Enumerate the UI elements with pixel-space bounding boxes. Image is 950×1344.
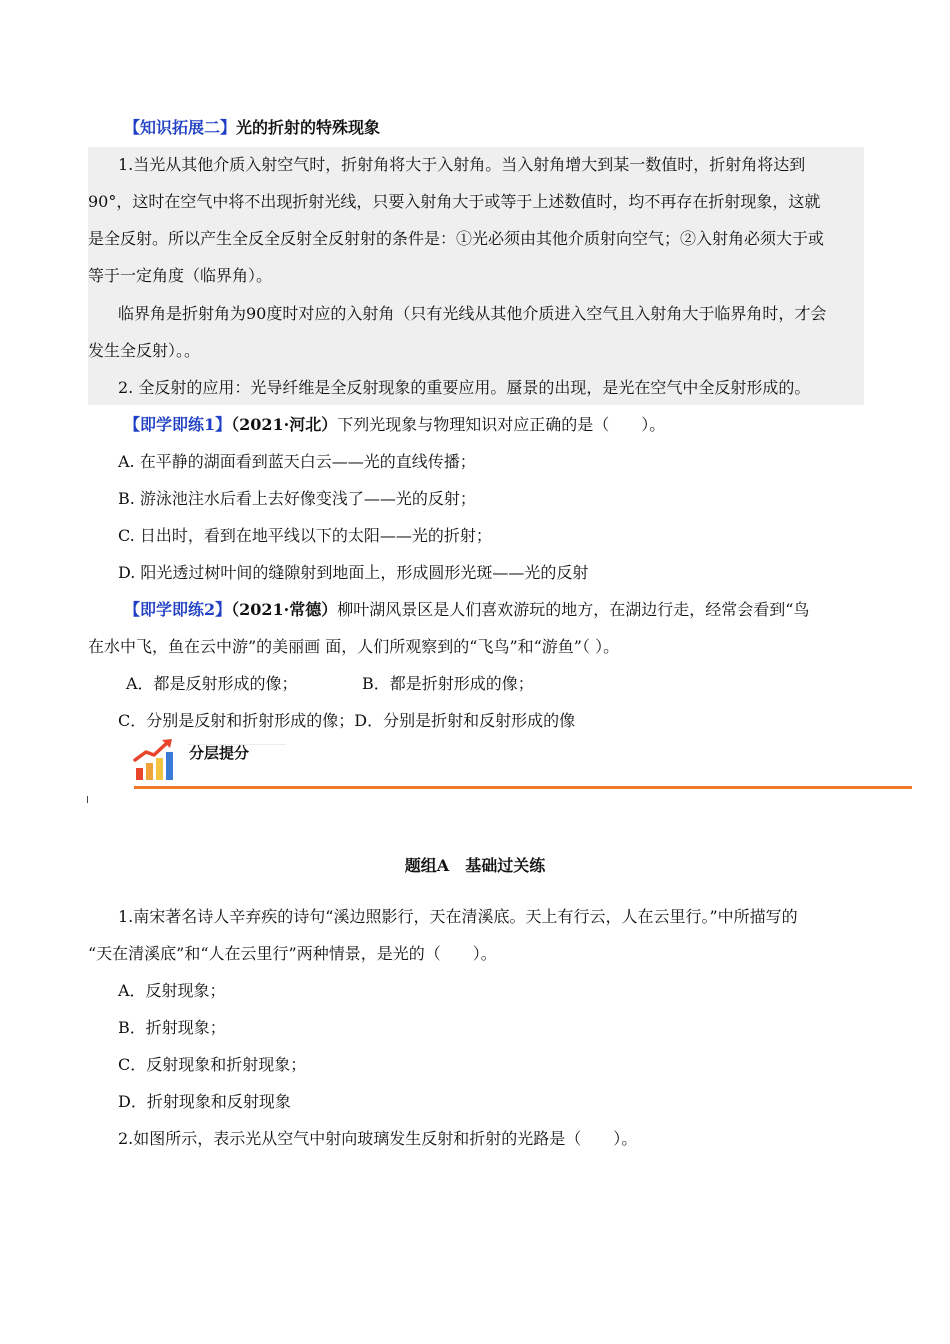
practice2-option-a: A．都是反射形成的像； bbox=[126, 674, 298, 693]
extension-paragraph: 是全反射。所以产生全反全反射全反射射的条件是：①光必须由其他介质射向空气；②入射角必须大于或 bbox=[88, 229, 825, 248]
extension-tag: 【知识拓展二】 bbox=[124, 118, 237, 137]
rising-bar-chart-icon bbox=[132, 738, 178, 782]
group-a-q1-option: B．折射现象； bbox=[118, 1018, 226, 1037]
extension-paragraph: 等于一定角度（临界角）。 bbox=[88, 266, 273, 285]
practice1-option: D. 阳光透过树叶间的缝隙射到地面上，形成圆形光斑——光的反射 bbox=[118, 563, 589, 582]
group-a-q2: 2.如图所示，表示光从空气中射向玻璃发生反射和折射的光路是（ ）。 bbox=[118, 1129, 638, 1148]
extension-heading bbox=[124, 118, 380, 138]
practice1-source: （2021·河北） bbox=[231, 415, 338, 434]
practice1-question: 下列光现象与物理知识对应正确的是（ ）。 bbox=[337, 415, 666, 434]
practice2-question-line1: 柳叶湖风景区是人们喜欢游玩的地方，在湖边行走，经常会看到“鸟 bbox=[337, 600, 810, 619]
extension-paragraph: 90°，这时在空气中将不出现折射光线，只要入射角大于或等于上述数值时，均不再存在折射现象，这就 bbox=[88, 192, 821, 211]
practice2-tag: 【即学即练2】 bbox=[124, 600, 232, 619]
practice2-question-line2: 在水中飞，鱼在云中游”的美丽画 面，人们所观察到的“飞鸟”和“游鱼”（ ）。 bbox=[88, 637, 620, 656]
banner-divider bbox=[134, 786, 912, 789]
practice1-option: A. 在平静的湖面看到蓝天白云——光的直线传播； bbox=[118, 452, 476, 471]
extension-paragraph: 1.当光从其他介质入射空气时，折射角将大于入射角。当入射角增大到某一数值时，折射角将达到 bbox=[118, 155, 806, 174]
practice2-source: （2021·常德） bbox=[231, 600, 338, 619]
group-a-q1-line1: 1.南宋著名诗人辛弃疾的诗句“溪边照影行，天在清溪底。天上有行云，人在云里行。”中所描写的 bbox=[118, 907, 798, 926]
extension-title: 光的折射的特殊现象 bbox=[236, 118, 381, 137]
practice1-tag: 【即学即练1】 bbox=[124, 415, 232, 434]
extension-paragraph: 2. 全反射的应用：光导纤维是全反射现象的重要应用。蜃景的出现，是光在空气中全反射形成的。 bbox=[118, 378, 811, 397]
practice2-option-b: B．都是折射形成的像； bbox=[362, 674, 534, 693]
practice1-option: B. 游泳池注水后看上去好像变浅了——光的反射； bbox=[118, 489, 476, 508]
practice2-option-cd: C．分别是反射和折射形成的像；D．分别是折射和反射形成的像 bbox=[118, 711, 576, 730]
group-a-q1-option: C．反射现象和折射现象； bbox=[118, 1055, 307, 1074]
group-a-q1-line2: “天在清溪底”和“人在云里行”两种情景，是光的（ ）。 bbox=[88, 944, 497, 963]
banner-title: 分层提分 bbox=[189, 744, 250, 762]
practice1-option: C. 日出时，看到在地平线以下的太阳——光的折射； bbox=[118, 526, 492, 545]
practice1-heading bbox=[124, 415, 665, 435]
group-a-q1-option: D．折射现象和反射现象 bbox=[118, 1092, 291, 1111]
extension-paragraph: 发生全反射）。。 bbox=[88, 341, 201, 360]
margin-mark bbox=[87, 796, 88, 803]
group-a-q1-option: A．反射现象； bbox=[118, 981, 226, 1000]
group-a-title: 题组A 基础过关练 bbox=[404, 856, 546, 875]
practice2-heading bbox=[124, 600, 809, 620]
extension-paragraph: 临界角是折射角为90度时对应的入射角（只有光线从其他介质进入空气且入射角大于临界角时，才会 bbox=[118, 304, 827, 323]
